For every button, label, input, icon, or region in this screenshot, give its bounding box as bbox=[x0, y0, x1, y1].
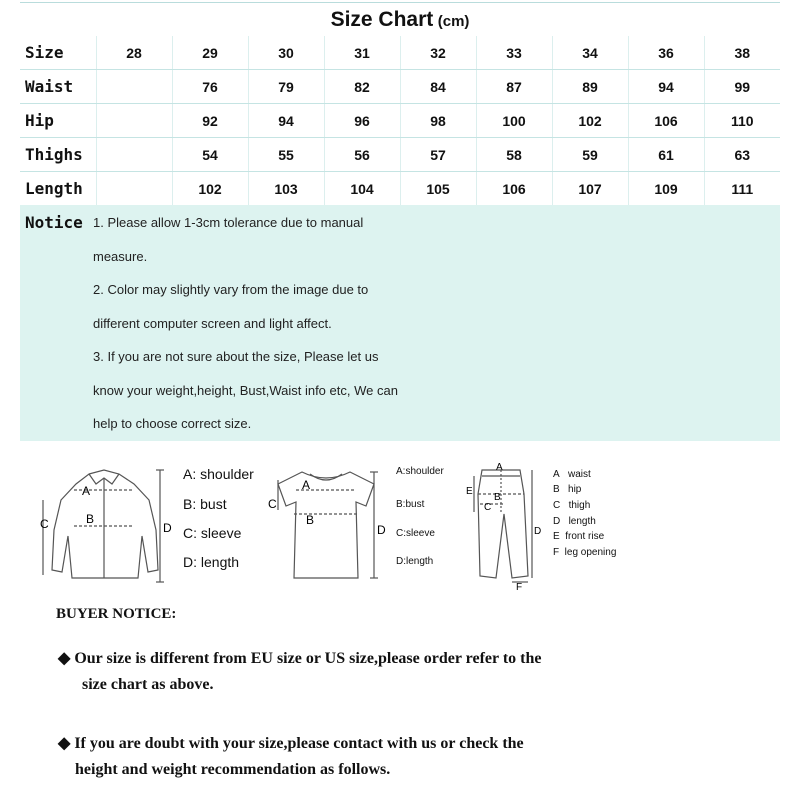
tshirt-letter-b: B bbox=[306, 513, 315, 527]
notice-label: Notice bbox=[25, 213, 83, 232]
table-cell: 57 bbox=[400, 138, 476, 172]
table-cell: 99 bbox=[704, 70, 780, 104]
size-table bbox=[20, 36, 780, 206]
jacket-legend-shoulder: A: shoulder bbox=[183, 466, 254, 482]
tshirt-letter-d: D bbox=[377, 523, 386, 537]
tshirt-legend-sleeve: C:sleeve bbox=[396, 528, 435, 539]
table-cell: 82 bbox=[324, 70, 400, 104]
table-row bbox=[20, 104, 780, 138]
table-row bbox=[20, 172, 780, 206]
notice-line: measure. bbox=[93, 249, 148, 264]
table-cell: 59 bbox=[552, 138, 628, 172]
pants-legend-waist: A waist bbox=[553, 469, 591, 480]
row-label: Waist bbox=[20, 70, 96, 104]
buyer-notice-line: ◆ If you are doubt with your size,please contact with us or check the bbox=[58, 735, 524, 752]
table-row bbox=[20, 36, 780, 70]
table-cell: 109 bbox=[628, 172, 704, 206]
table-cell: 34 bbox=[552, 36, 628, 70]
notice-panel bbox=[20, 205, 780, 441]
jacket-letter-b: B bbox=[86, 512, 95, 526]
title-text: Size Chart bbox=[330, 8, 434, 31]
table-cell: 110 bbox=[704, 104, 780, 138]
table-row bbox=[20, 70, 780, 104]
pants-legend-length: D length bbox=[553, 516, 596, 527]
notice-line: 3. If you are not sure about the size, Please let us bbox=[93, 349, 379, 364]
table-cell: 30 bbox=[248, 36, 324, 70]
pants-legend-leg-opening: F leg opening bbox=[553, 547, 617, 558]
jacket-letter-d: D bbox=[163, 521, 172, 535]
tshirt-letter-c: C bbox=[268, 497, 277, 511]
table-cell: 94 bbox=[248, 104, 324, 138]
table-cell: 38 bbox=[704, 36, 780, 70]
table-cell: 107 bbox=[552, 172, 628, 206]
table-cell: 94 bbox=[628, 70, 704, 104]
table-cell bbox=[96, 138, 172, 172]
pants-letter-c: C bbox=[484, 502, 492, 513]
table-cell: 29 bbox=[172, 36, 248, 70]
table-cell: 111 bbox=[704, 172, 780, 206]
jacket-letter-c: C bbox=[40, 517, 49, 531]
notice-line: different computer screen and light affect. bbox=[93, 316, 332, 331]
table-cell: 106 bbox=[476, 172, 552, 206]
diamond-bullet-icon: ◆ bbox=[58, 735, 71, 752]
table-cell: 100 bbox=[476, 104, 552, 138]
table-cell: 105 bbox=[400, 172, 476, 206]
pants-letter-a: A bbox=[496, 462, 503, 473]
table-cell: 54 bbox=[172, 138, 248, 172]
tshirt-diagram bbox=[266, 462, 388, 584]
table-cell: 79 bbox=[248, 70, 324, 104]
pants-letter-e: E bbox=[466, 486, 473, 497]
table-cell bbox=[96, 104, 172, 138]
row-label: Hip bbox=[20, 104, 96, 138]
table-cell: 76 bbox=[172, 70, 248, 104]
notice-line: 2. Color may slightly vary from the image due to bbox=[93, 282, 369, 297]
pants-diagram bbox=[462, 460, 548, 590]
jacket-legend-bust: B: bust bbox=[183, 496, 227, 512]
pants-letter-b: B bbox=[494, 492, 501, 503]
diamond-bullet-icon: ◆ bbox=[58, 650, 71, 667]
table-cell: 96 bbox=[324, 104, 400, 138]
jacket-legend-length: D: length bbox=[183, 554, 240, 570]
notice-line: help to choose correct size. bbox=[93, 416, 252, 431]
table-cell: 63 bbox=[704, 138, 780, 172]
pants-legend-thigh: C thigh bbox=[553, 500, 591, 511]
table-cell: 58 bbox=[476, 138, 552, 172]
table-cell: 89 bbox=[552, 70, 628, 104]
table-cell: 92 bbox=[172, 104, 248, 138]
tshirt-legend-bust: B:bust bbox=[396, 499, 425, 510]
table-cell: 55 bbox=[248, 138, 324, 172]
table-cell: 36 bbox=[628, 36, 704, 70]
table-cell: 28 bbox=[96, 36, 172, 70]
pants-letter-f: F bbox=[516, 582, 523, 590]
tshirt-legend-length: D:length bbox=[396, 556, 434, 567]
jacket-legend-sleeve: C: sleeve bbox=[183, 525, 242, 541]
title-unit: (cm) bbox=[437, 13, 470, 30]
size-chart-title bbox=[20, 2, 780, 36]
tshirt-legend-shoulder: A:shoulder bbox=[396, 466, 444, 477]
pants-letter-d: D bbox=[534, 526, 542, 537]
table-cell: 33 bbox=[476, 36, 552, 70]
buyer-notice-line-cont: height and weight recommendation as follows. bbox=[75, 761, 391, 778]
table-cell: 102 bbox=[552, 104, 628, 138]
table-cell: 98 bbox=[400, 104, 476, 138]
table-cell: 32 bbox=[400, 36, 476, 70]
jacket-letter-a: A bbox=[82, 484, 91, 498]
buyer-notice-title: BUYER NOTICE: bbox=[56, 606, 177, 622]
table-cell: 103 bbox=[248, 172, 324, 206]
table-cell: 102 bbox=[172, 172, 248, 206]
table-row bbox=[20, 138, 780, 172]
tshirt-letter-a: A bbox=[302, 478, 311, 492]
row-label: Thighs bbox=[20, 138, 96, 172]
row-label: Length bbox=[20, 172, 96, 206]
table-cell: 87 bbox=[476, 70, 552, 104]
pants-legend-hip: B hip bbox=[553, 484, 582, 495]
buyer-notice-line: ◆ Our size is different from EU size or US size,please order refer to the bbox=[58, 650, 542, 667]
table-cell: 56 bbox=[324, 138, 400, 172]
table-cell: 106 bbox=[628, 104, 704, 138]
table-cell bbox=[96, 70, 172, 104]
notice-line: 1. Please allow 1-3cm tolerance due to manual bbox=[93, 215, 364, 230]
table-cell: 104 bbox=[324, 172, 400, 206]
jacket-diagram bbox=[34, 460, 184, 590]
notice-line: know your weight,height, Bust,Waist info etc, We can bbox=[93, 383, 398, 398]
table-cell: 84 bbox=[400, 70, 476, 104]
buyer-notice-line-cont: size chart as above. bbox=[82, 676, 214, 693]
pants-legend-front-rise: E front rise bbox=[553, 531, 605, 542]
table-cell: 61 bbox=[628, 138, 704, 172]
table-cell bbox=[96, 172, 172, 206]
table-cell: 31 bbox=[324, 36, 400, 70]
row-label: Size bbox=[20, 36, 96, 70]
